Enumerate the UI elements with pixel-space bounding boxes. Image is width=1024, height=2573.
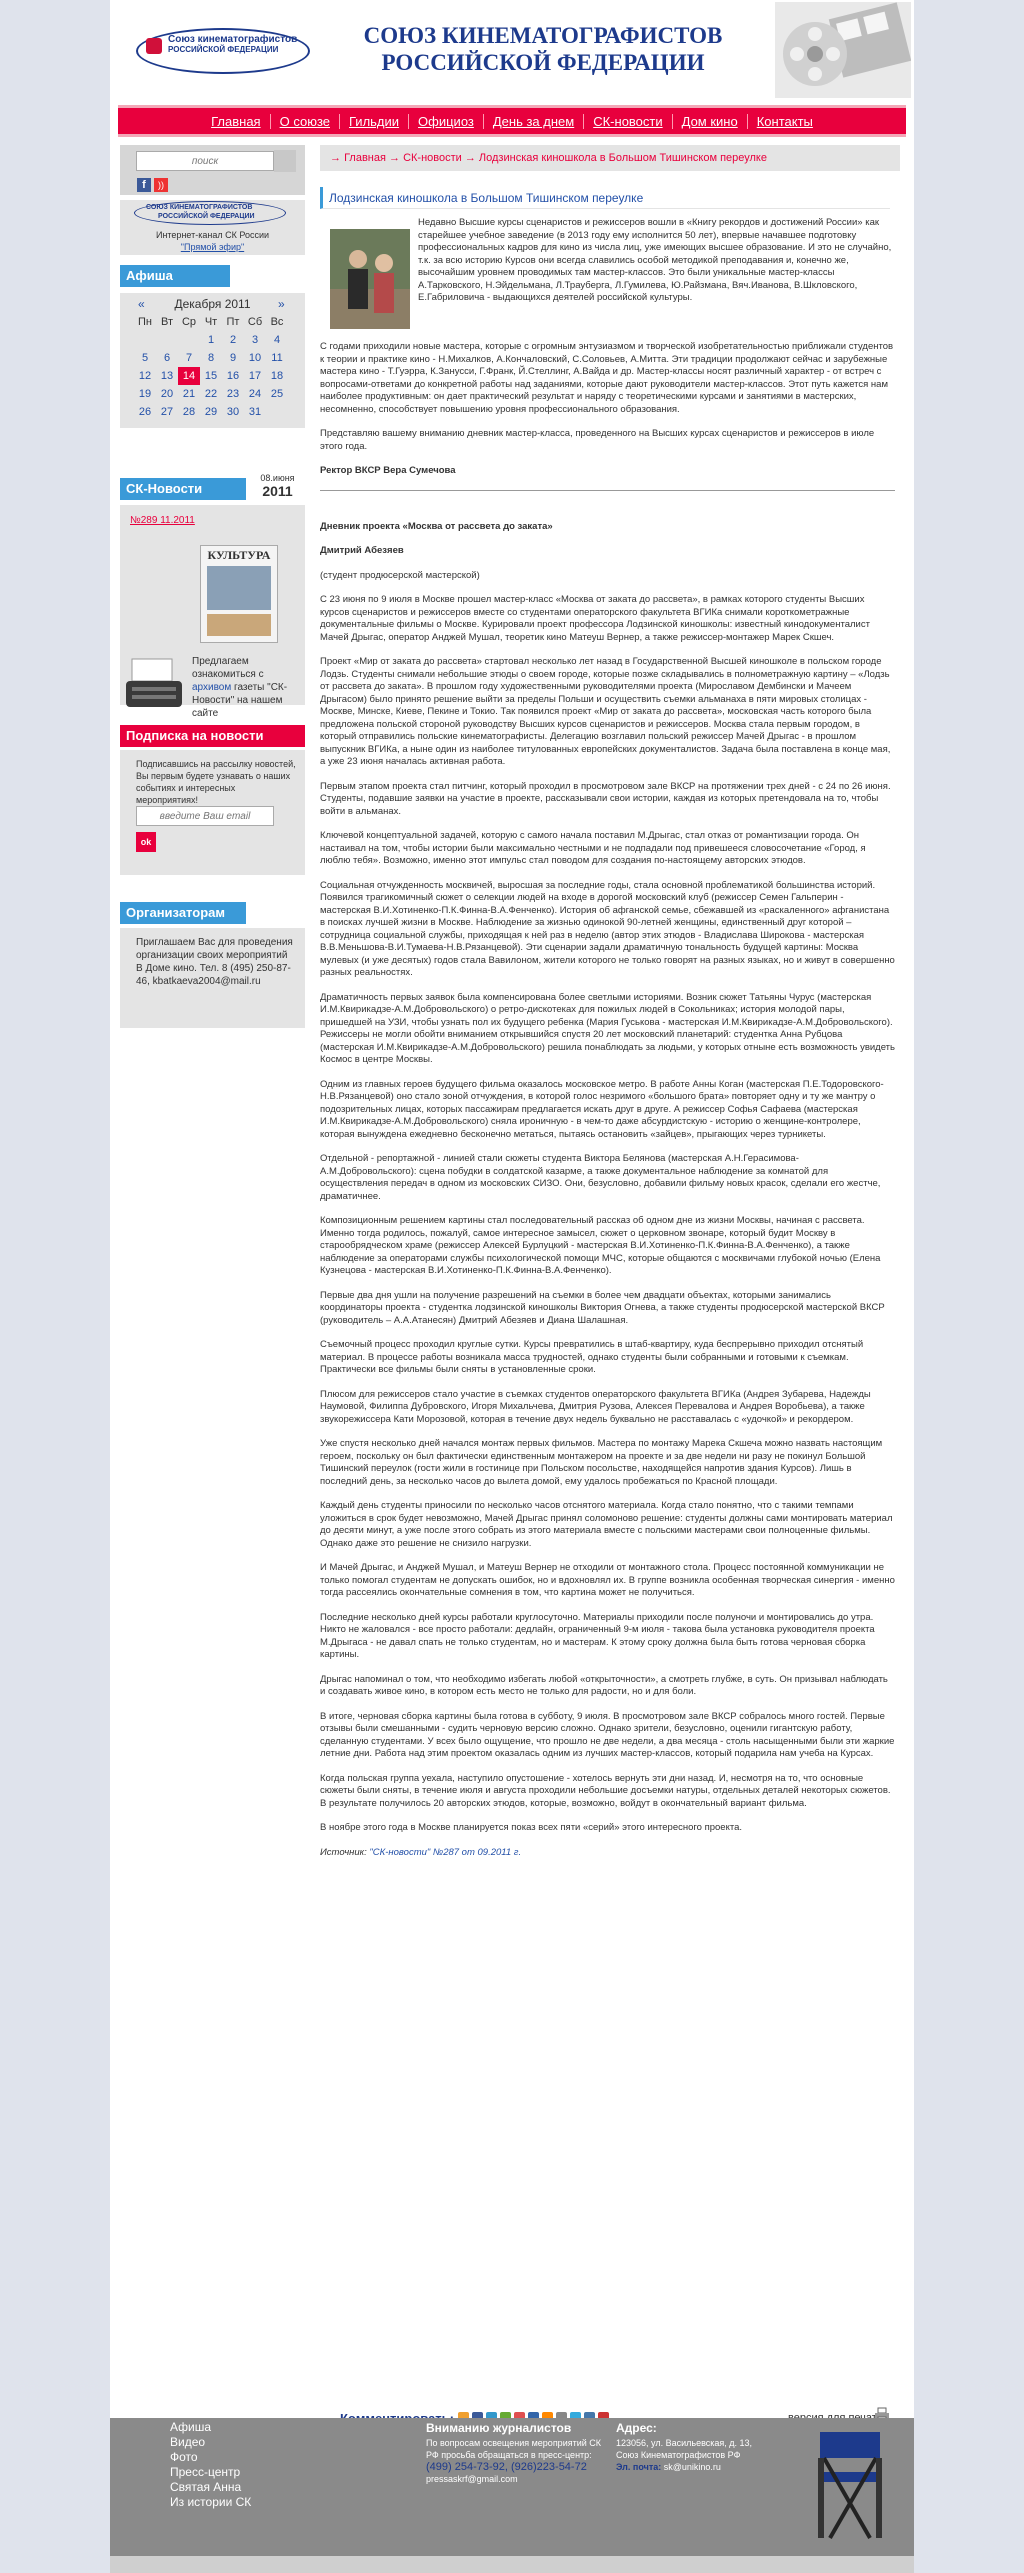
diary-paragraph: Плюсом для режиссеров стало участие в съемках студентов операторского факультета ВГИКа (Андрея Зубарева, Надежды Наумовой, Филиппа Дубровского, Игоря Михальчева, Дмитрия Рузова, Алексея Перевалова и Андрея Воробьева), а также звукорежиссера Кати Морозовой, которая в течение двух недель буквально не расставалась с «удочкой» и рекордером. (320, 1388, 871, 1425)
diary-paragraph: Первые два дня ушли на получение разрешений на съемки в более чем двадцати объектах, которыми занимались координаторы проекта - студентка лодзинской киношколы Виктория Огнева, а также студенты продюсерской мастерской ВКСР (руководитель – А.А.Атанесян) Дмитрий Абезяев и Диана Шалашная. (320, 1289, 885, 1326)
site-title (318, 22, 768, 76)
diary-paragraph: Драматичность первых заявок была компенсирована более светлыми историями. Возник сюжет Татьяны Чурус (мастерская И.М.Квирикадзе-А.М.Добровольского) о ретро-дискотеках для пожилых людей в Сокольниках; история молодой пары, пришедшей на УЗИ, чтобы узнать пол их будущего ребенка (Мария Гуськова - мастерская И.М.Квирикадзе-А.М.Добровольского). Режиссеры не могли обойти вниманием открывшийся спустя 20 лет московский планетарий: студентка Анна Рубцова (мастерская И.М.Квирикадзе-А.М.Добровольского) решила понаблюдать за людьми, у которых отныне есть возможность увидеть Космос в центре Москвы. (320, 991, 895, 1065)
calendar-prev-button[interactable]: « (138, 297, 145, 311)
breadcrumb-current[interactable]: Лодзинская киношкола в Большом Тишинском переулке (478, 152, 767, 164)
calendar-day[interactable]: 23 (226, 388, 240, 400)
footer-link-anna[interactable]: Святая Анна (170, 2480, 242, 2494)
calendar-day[interactable]: 10 (248, 352, 262, 364)
calendar-day[interactable]: 8 (207, 352, 215, 364)
footer-address (616, 2422, 756, 2473)
footer-journalists-email[interactable]: pressaskrf@gmail.com (426, 2474, 518, 2484)
calendar-day[interactable]: 21 (182, 388, 196, 400)
film-reel-icon (775, 2, 911, 98)
rss-icon[interactable]: )) (154, 178, 168, 192)
calendar-day[interactable]: 29 (204, 406, 218, 418)
newspaper-photo-2 (207, 614, 271, 636)
subscribe-email-input[interactable] (136, 806, 274, 826)
director-chair-icon (800, 2422, 900, 2542)
article-source (320, 1847, 895, 1860)
calendar-day[interactable]: 5 (141, 352, 149, 364)
calendar-day[interactable]: 22 (204, 388, 218, 400)
page (110, 0, 914, 2573)
facebook-icon[interactable]: f (137, 178, 151, 192)
nav-official[interactable]: Официоз (409, 114, 484, 129)
subscribe-ok-button[interactable]: ok (136, 832, 156, 852)
subscribe-panel (120, 750, 305, 875)
calendar-day[interactable]: 9 (229, 352, 237, 364)
calendar-weekday: Пт (226, 316, 240, 328)
channel-logo-line1: СОЮЗ КИНЕМАТОГРАФИСТОВ (146, 204, 253, 211)
calendar-weekday: Вт (160, 316, 173, 328)
footer (110, 2418, 914, 2573)
channel-link[interactable]: "Прямой эфир" (180, 242, 245, 252)
calendar-day[interactable]: 19 (138, 388, 152, 400)
diary-paragraph: Каждый день студенты приносили по несколько часов отснятого материала. Когда стало понятно, что с такими темпами уложиться в срок будет невозможно, Мачей Дрыгас принял соломоново решение: студенты должны сами монтировать материал до десяти минут, а уже после этого собрать из этого материала вместе с польскими мастерами свои полноценные фильмы. Однако даже это решение не снизило нагрузки. (320, 1500, 893, 1549)
footer-address-text: 123056, ул. Васильевская, д. 13, Союз Кинематографистов РФ (616, 2438, 753, 2460)
diary-paragraph: В итоге, черновая сборка картины была готова в субботу, 9 июля. В просмотровом зале ВКСР собралось много гостей. Первые отзывы были смешанными - судить черновую версию сложно. Однако зрители, безусловно, оценили гигантскую работу, сделанную студентами. У всех было ощущение, что прошло не две недели, а два месяца - столь насыщенными были эти жаркие летние дни. Работа над этим проектом оказалась одним из лучших мастер-классов, который подарила нам учеба на Курсах. (320, 1710, 895, 1759)
breadcrumb-sk-news[interactable]: СК-новости (403, 152, 462, 164)
footer-journalists-phones: (499) 254-73-92, (926)223-54-72 (426, 2461, 587, 2473)
calendar-day[interactable]: 17 (248, 370, 262, 382)
source-link[interactable]: "СК-новости" №287 от 09.2011 г. (369, 1846, 522, 1858)
diary-paragraph: В ноябре этого года в Москве планируется показ всех пяти «серий» этого интересного проекта. (320, 1822, 743, 1833)
calendar-day[interactable]: 31 (248, 406, 262, 418)
calendar-day[interactable]: 11 (271, 352, 283, 364)
film-icon (146, 38, 162, 54)
calendar-day (178, 331, 200, 349)
typewriter-icon (122, 655, 188, 713)
archive-link[interactable]: архивом (192, 682, 232, 693)
search-button[interactable] (274, 150, 296, 172)
diary-paragraph: Дрыгас напоминал о том, что необходимо избегать любой «открыточности», а смотреть глубже, в суть. Он призывал наблюдать и создавать живое кино, в котором есть место не только для радости, но и для боли. (320, 1673, 888, 1697)
channel-title: Интернет-канал СК России (155, 230, 270, 240)
diary-paragraph: Последние несколько дней курсы работали круглосуточно. Материалы приходили после полуночи и монтировались до утра. Никто не жаловался - все просто работали: дедлайн, ограниченный 9-м июля - такова была установка руководителя проекта М.Дрыгаса - не давал спать не только студентам, но и мастерам. К этому сроку должна была быть готова черновая сборка картины. (320, 1611, 875, 1660)
newspaper-masthead: КУЛЬТУРА (207, 548, 271, 562)
article-title: Лодзинская киношкола в Большом Тишинском переулке (320, 187, 890, 209)
calendar (120, 293, 305, 428)
sk-news-date-day: 08.июня (260, 473, 295, 483)
calendar-next-button[interactable]: » (278, 297, 285, 311)
nav-sk-news[interactable]: СК-новости (584, 114, 672, 129)
site-logo[interactable] (136, 28, 308, 72)
article-paragraph: Представляю вашему вниманию дневник мастер-класса, проведенного на Высших курсах сценаристов и режиссеров в июле этого года. (320, 428, 875, 452)
nav-contacts[interactable]: Контакты (756, 113, 813, 129)
calendar-day (134, 331, 156, 349)
calendar-day[interactable]: 4 (273, 334, 281, 346)
archive-promo (192, 655, 302, 720)
calendar-weekday: Ср (181, 316, 197, 328)
site-title-line2: РОССИЙСКОЙ ФЕДЕРАЦИИ (381, 50, 705, 75)
calendar-day[interactable]: 15 (204, 370, 218, 382)
article-paragraph: С годами приходили новые мастера, которые с огромным энтузиазмом и творческой изобретательностью приближали студентов к теории и практике кино - Н.Михалков, А.Кончаловский, С.Соловьев, А.Митта. Эти традиции продолжают сейчас и зарубежные мастера кино - Т.Гуэрра, К.Занусси, Г.Франк, Й.Стеллинг, А.Вайда и др. Мастер-классы носят различный характер - от встреч с вопросами-ответами до конкретной работы над заданиями, которые дают руководители мастер-классов. Этот путь кажется нам наиболее продуктивным: он дает практический результат и наряду с теоретическими курсами и занятиями в мастерских, несомненно, способствует повышению уровня профессионального образования. (320, 341, 894, 415)
calendar-heading[interactable]: Афиша (120, 265, 230, 287)
diary-paragraph: Съемочный процесс проходил круглые сутки. Курсы превратились в штаб-квартиру, куда беспрерывно приходил отснятый материал. В процессе работы возникала масса трудностей, однако студенты были собранными и готовыми к съемкам. Практически все фильмы были сняты в установленные сроки. (320, 1339, 864, 1375)
organizers-heading[interactable]: Организаторам (120, 902, 246, 924)
calendar-day[interactable]: 24 (248, 388, 262, 400)
diary-role: (студент продюсерской мастерской) (320, 569, 480, 581)
calendar-day (156, 331, 178, 349)
footer-email-label: Эл. почта: (616, 2462, 662, 2472)
footer-email[interactable]: sk@unikino.ru (663, 2462, 721, 2472)
archive-promo-after: газеты "СК-Новости" на нашем сайте (192, 682, 288, 719)
diary-author: Дмитрий Абезяев (320, 545, 404, 556)
footer-journalists-text: По вопросам освещения мероприятий СК РФ просьба обращаться в пресс-центр: (426, 2438, 602, 2460)
subscribe-text: Подписавшись на рассылку новостей, Вы первым будете узнавать о наших событиях и интересных мероприятиях! (136, 759, 296, 805)
diary-paragraph: Ключевой концептуальной задачей, которую с самого начала поставил М.Дрыгас, стал отказ от романтизации города. Он настаивал на том, чтобы истории были максимально честными и не подпадали под привешееся словосочетание «Город, я люблю тебя». Возможно, именно этот импульс стал поводом для создания по-настоящему авторских этюдов. (320, 830, 866, 866)
organizers-panel (120, 928, 305, 1028)
article-body (320, 217, 895, 1871)
nav-dom-kino[interactable]: Дом кино (673, 114, 748, 129)
main-nav (118, 105, 906, 137)
calendar-weekday: Пн (138, 316, 152, 328)
calendar-day[interactable]: 27 (160, 406, 174, 418)
breadcrumb-home[interactable]: Главная (344, 152, 386, 164)
diary-paragraph: Одним из главных героев будущего фильма оказалось московское метро. В работе Анны Коган (мастерская П.Е.Тодоровского-Н.В.Рязанцевой) оно стало зоной отчуждения, в которой голос незримого «большого брата» повторяет одну и ту же мантру о подозрительных лицах, которых пассажирам предлагается искать друг в друге. А режиссер Софья Сафаева (мастерская И.М.Квирикадзе-А.М.Добровольского) сняла ироничную - в чем-то даже абсурдистскую - историю о женщине-контролере, которая вынуждена ежедневно бесконечно метаться, пытаясь остановить «зайцев», прыгающих через турникеты. (320, 1078, 884, 1140)
source-label: Источник: (320, 1846, 367, 1858)
diary-paragraph: Проект «Мир от заката до рассвета» стартовал несколько лет назад в Государственной Высшей киношколе в польском городе Лодзь. Студенты снимали небольшие этюды о своем городе, которые позже складывались в полнометражную картину – «Лодзь от рассвета до заката». В прошлом году художественными руководителями проекта (Мирославом Дембински и Мачеем Дрыгасом) было принято решение выйти за пределы Польши и осуществить съемки альманаха в пяти мировых столицах - Москве, Минске, Киеве, Пекине и Токио. Так появился проект «Мир от заката до рассвета», московская часть которого была предложена польской стороной руководству Высших курсов сценаристов и режиссеров. Москва стала первым городом, в который отправились польские кинематографисты. Делегацию возглавил польский режиссер Мачей Дрыгас - в прошлом выпускник ВГИКа, а ныне один из наиболее титулованных европейских документалистов. Задача была поставлена в конце мая, а уже 23 июня началась активная работа. (320, 656, 891, 767)
archive-promo-before: Предлагаем ознакомиться с (192, 656, 264, 680)
diary-title: Дневник проекта «Москва от рассвета до заката» (320, 520, 553, 532)
calendar-day[interactable]: 30 (226, 406, 240, 418)
newspaper-cover[interactable] (200, 545, 278, 643)
footer-journalists-heading: Вниманию журналистов (426, 2421, 572, 2435)
footer-link-video[interactable]: Видео (170, 2435, 206, 2449)
diary-paragraph: Уже спустя несколько дней начался монтаж первых фильмов. Мастера по монтажу Марека Скшеча можно назвать настоящим героем, поскольку он был фактически единственным монтажером на проекте и за две недели ни разу не покинул Большой Тишинский переулок (гости жили в гостинице при Польском посольстве, находящейся напротив здания Курсов). Лишь в последний день, за несколько часов до вылета домой, ему удалось пробежаться по Красной площади. (320, 1438, 883, 1487)
footer-link-afisha[interactable]: Афиша (170, 2420, 212, 2434)
footer-link-history[interactable]: Из истории СК (170, 2495, 252, 2509)
diary-paragraph: Первым этапом проекта стал питчинг, который проходил в просмотровом зале ВКСР на протяжении трех дней - с 24 по 26 июня. Студенты, подавшие заявки на участие в проекте, рассказывали свои истории, каждая из которых претендовала на то, чтобы войти в альманах. (320, 780, 891, 817)
diary-paragraph: И Мачей Дрыгас, и Анджей Мушал, и Матеуш Вернер не отходили от монтажного стола. Процесс постоянной коммуникации не только помогал студентам не допускать ошибок, но и вдохновлял их. В группе возникла особенная творческая синергия - именно тогда рассеялись окончательные сомнения в том, что картина может не получиться. (320, 1562, 895, 1598)
organizers-text: Приглашаем Вас для проведения организации своих мероприятий В Доме кино. Тел. 8 (495) 250-87-46, kbatkaeva2004@mail.ru (136, 937, 293, 987)
newspaper-photo (207, 566, 271, 610)
channel-logo-line2: РОССИЙСКОЙ ФЕДЕРАЦИИ (158, 213, 255, 220)
calendar-day[interactable]: 14 (178, 367, 200, 385)
calendar-month: Декабря 2011 (174, 297, 251, 311)
article-signature: Ректор ВКСР Вера Сумечова (320, 465, 456, 476)
calendar-day[interactable]: 18 (270, 370, 284, 382)
footer-links (170, 2420, 251, 2510)
sk-news-date-year: 2011 (262, 483, 293, 499)
sk-news-issue-link[interactable]: №289 11.2011 (130, 515, 195, 526)
calendar-day[interactable]: 28 (182, 406, 196, 418)
footer-link-photo[interactable]: Фото (170, 2450, 198, 2464)
nav-home[interactable]: Главная (202, 114, 270, 129)
sk-news-panel (120, 505, 305, 719)
logo-line1: Союз кинематографистов (168, 34, 298, 45)
footer-journalists (426, 2422, 606, 2485)
diary-body (320, 594, 895, 1835)
breadcrumb-arrow: → (389, 152, 400, 164)
calendar-day[interactable]: 12 (138, 370, 152, 382)
calendar-day[interactable]: 3 (251, 334, 259, 346)
calendar-day[interactable]: 6 (163, 352, 171, 364)
subscribe-heading: Подписка на новости (120, 725, 305, 747)
search-panel (120, 145, 305, 195)
calendar-day[interactable]: 7 (185, 352, 193, 364)
divider (320, 490, 895, 491)
calendar-grid (134, 313, 288, 421)
diary-paragraph: Композиционным решением картины стал последовательный рассказ об одном дне из жизни Москвы, начиная с рассвета. Именно тогда родилось, пожалуй, самое интересное замысел, сюжет о церковном звонаре, который будит Москву в старообрядческом храме (режиссер Алексей Бурлуцкий - мастерская В.И.Хотиненко-П.К.Финна-В.А.Фенченко), а также наблюдение за операторами службы психологической помощи МЧС, которые общаются с москвичами глубокой ночью (Елена Кузнецова - мастерская В.И.Хотиненко-П.К.Финна-В.А.Фенченко). (320, 1215, 881, 1276)
header (110, 0, 914, 100)
breadcrumb-arrow: → (464, 152, 476, 164)
nav-about[interactable]: О союзе (271, 114, 340, 129)
nav-daily[interactable]: День за днем (484, 114, 584, 129)
diary-paragraph: С 23 июня по 9 июля в Москве прошел мастер-класс «Москва от заката до рассвета», в рамках которого студенты Высших курсов сценаристов и режиссеров вместе со студентами операторского факультета ВГИКа снимали короткометражные документальные фильмы о Москве. Курировали проект профессора Лодзинской киношколы: известный кинодокументалист Мачей Дрыгас, оператор Анджей Мушал, теоретик кино Матеуш Вернер, а также режиссер-монтажер Марек Скшеч. (320, 594, 870, 643)
diary-paragraph: Когда польская группа уехала, наступило опустошение - хотелось вернуть эти дни назад. И, несмотря на то, что основные сюжеты были сняты, в течение июля и августа проходили небольшие досъемки натуры, отдельных деталей некоторых сюжетов. В результате получилось 20 авторских этюдов, которые, возможно, войдут в окончательный вариант фильма. (320, 1772, 891, 1809)
logo-line2: РОССИЙСКОЙ ФЕДЕРАЦИИ (168, 45, 279, 54)
calendar-day[interactable]: 16 (226, 370, 240, 382)
diary-paragraph: Социальная отчужденность москвичей, выросшая за последние годы, стала основной проблематикой большинства историй. Появился трагикомичный сюжет о селекции людей на входе в дорогой московский клуб (режиссер Семен Гальперин - мастерская В.И.Хотиненко-П.К.Финна-В.А.Фенченко). История об афганской семье, сбежавшей из «раскаленного» афганистана в поисках лучшей жизни в Москве. Наблюдение за жизнью одинокой 90-летней женщины, единственный друг которой – сотрудница социальной службы, приходящая к ней раз в неделю (автор этих этюдов - Владислава Широкова - мастерская В.В.Меньшова-В.И.Тумаева-Н.В.Рязанцевой). Эти сценарии задали драматичную тональность будущей картины: Москва мулевых (и уже десятых) годов стала Вавилоном, жители которого не только говорят на разных языках, но и живут в совершенно разных реальностях. (320, 879, 895, 978)
calendar-weekday: Сб (247, 316, 263, 328)
calendar-day[interactable]: 26 (138, 406, 152, 418)
site-title-line1: СОЮЗ КИНЕМАТОГРАФИСТОВ (363, 23, 723, 48)
nav-guilds[interactable]: Гильдии (340, 114, 409, 129)
footer-bottom-strip (110, 2556, 914, 2573)
calendar-day[interactable]: 20 (160, 388, 174, 400)
search-input[interactable] (136, 151, 274, 171)
diary-paragraph: Отдельной - репортажной - линией стали сюжеты студента Виктора Белянова (мастерская А.Н.Герасимова-А.М.Добровольского): сцена побудки в солдатской казарме, а также документальное наблюдение за комнатой для осуществления передач в одном из московских СИЗО. Они, безусловно, добавили фильму новых красок, сделали его жестче, драматичнее. (320, 1153, 881, 1202)
article-lead: Недавно Высшие курсы сценаристов и режиссеров вошли в «Книгу рекордов и достижений России» как старейшее учебное заведение (в 2013 году ему исполнится 50 лет), впервые начавшее подготовку профессиональных кадров для кино из числа лиц, уже имеющих высшее образование. И это не случайно, т.к. за всю историю Курсов они всегда славились особой методикой преподавания и, конечно же, высочайшим уровнем проводимых там мастер-классов. Это были уникальные мастер-классы А.Тарковского, Н.Эйдельмана, Л.Трауберга, Л.Гумилева, Ю.Райзмана, Вяч.Иванова, В.Шкловского, Е.Габриловича - выдающихся деятелей российской культуры. (418, 217, 892, 303)
channel-banner[interactable] (120, 200, 305, 255)
calendar-day[interactable]: 2 (229, 334, 237, 346)
breadcrumb-arrow: → (330, 152, 341, 164)
calendar-day[interactable]: 13 (160, 370, 174, 382)
breadcrumb (320, 145, 900, 171)
sk-news-date (250, 473, 305, 499)
calendar-weekday: Чт (204, 316, 218, 328)
calendar-weekday: Вс (270, 316, 284, 328)
calendar-day (266, 403, 288, 421)
footer-link-press[interactable]: Пресс-центр (170, 2465, 241, 2479)
sk-news-heading[interactable]: СК-Новости (120, 478, 246, 500)
footer-address-heading: Адрес: (616, 2421, 657, 2435)
calendar-day[interactable]: 25 (270, 388, 284, 400)
calendar-day[interactable]: 1 (207, 334, 215, 346)
